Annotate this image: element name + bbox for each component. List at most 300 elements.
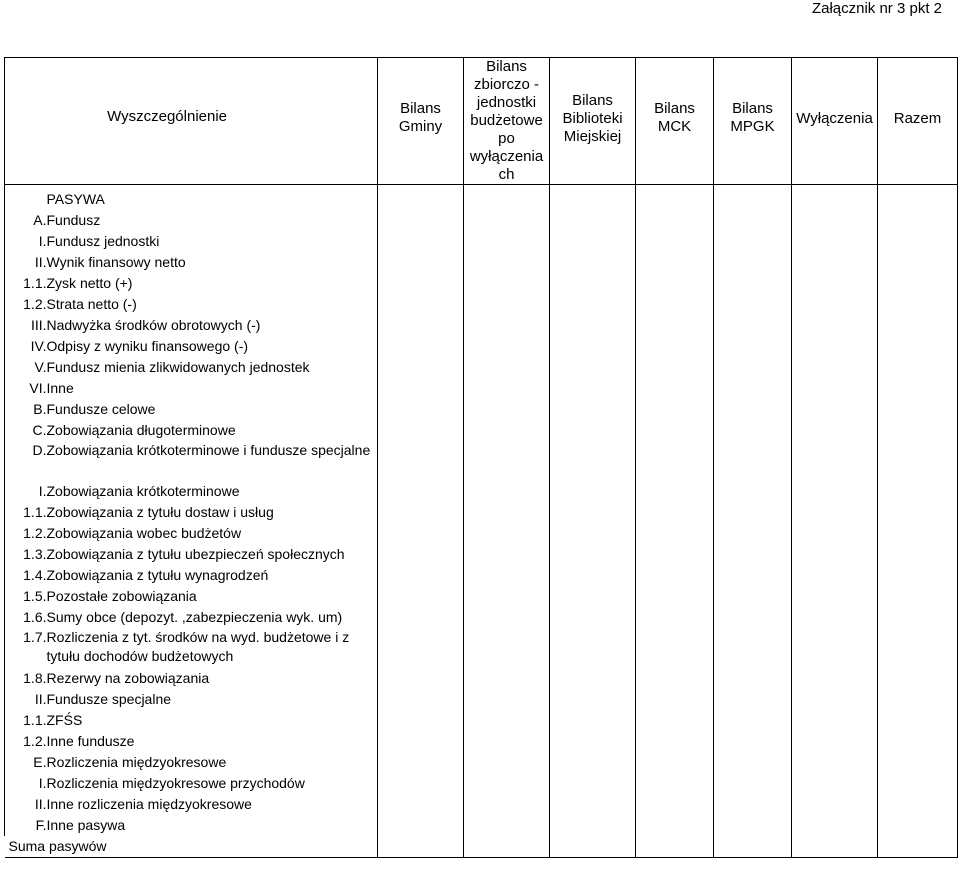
value-cell[interactable] (464, 710, 550, 731)
value-cell[interactable] (550, 523, 636, 544)
value-cell[interactable] (792, 773, 878, 794)
value-cell[interactable] (878, 441, 958, 481)
value-cell[interactable] (378, 815, 464, 836)
value-cell[interactable] (464, 294, 550, 315)
value-cell[interactable] (378, 773, 464, 794)
row-label: Fundusz (47, 210, 378, 231)
value-cell[interactable] (714, 210, 792, 231)
value-cell[interactable] (714, 420, 792, 441)
value-cell[interactable] (550, 502, 636, 523)
value-cell[interactable] (792, 710, 878, 731)
total-value-cell[interactable] (878, 836, 958, 858)
value-cell[interactable] (714, 731, 792, 752)
value-cell[interactable] (714, 231, 792, 252)
value-cell[interactable] (550, 315, 636, 336)
value-cell[interactable] (378, 523, 464, 544)
value-cell[interactable] (714, 481, 792, 502)
value-cell[interactable] (792, 689, 878, 710)
table-row (5, 628, 958, 668)
value-cell[interactable] (550, 357, 636, 378)
value-cell[interactable] (464, 357, 550, 378)
value-cell[interactable] (464, 628, 550, 668)
value-cell[interactable] (378, 399, 464, 420)
row-number: II. (5, 252, 47, 273)
table-row (5, 773, 958, 794)
value-cell[interactable] (550, 607, 636, 628)
value-cell[interactable] (878, 794, 958, 815)
value-cell[interactable] (714, 586, 792, 607)
row-number: VI. (5, 378, 47, 399)
value-cell[interactable] (464, 210, 550, 231)
value-cell[interactable] (636, 565, 714, 586)
value-cell[interactable] (878, 773, 958, 794)
value-cell[interactable] (636, 231, 714, 252)
row-number: 1.6. (5, 607, 47, 628)
value-cell[interactable] (550, 689, 636, 710)
row-number: 1.7. (5, 628, 47, 668)
value-cell[interactable] (714, 565, 792, 586)
value-cell[interactable] (378, 607, 464, 628)
table-body (5, 185, 958, 858)
row-number: 1.5. (5, 586, 47, 607)
value-cell[interactable] (792, 315, 878, 336)
value-cell[interactable] (792, 399, 878, 420)
value-cell[interactable] (878, 273, 958, 294)
table-row (5, 420, 958, 441)
value-cell[interactable] (378, 315, 464, 336)
value-cell[interactable] (636, 481, 714, 502)
value-cell[interactable] (714, 773, 792, 794)
row-number: I. (5, 481, 47, 502)
total-value-cell[interactable] (550, 836, 636, 858)
column-header-exclusions: Wyłączenia (792, 58, 878, 185)
table-row (5, 544, 958, 565)
column-header-gmina: Bilans Gminy (378, 58, 464, 185)
value-cell[interactable] (878, 668, 958, 689)
value-cell[interactable] (636, 628, 714, 668)
row-number: IV. (5, 336, 47, 357)
row-label: Inne (47, 378, 378, 399)
value-cell[interactable] (792, 294, 878, 315)
table-row (5, 710, 958, 731)
value-cell[interactable] (878, 399, 958, 420)
value-cell[interactable] (378, 565, 464, 586)
value-cell[interactable] (792, 231, 878, 252)
value-cell[interactable] (550, 336, 636, 357)
value-cell[interactable] (714, 710, 792, 731)
value-cell[interactable] (636, 357, 714, 378)
value-cell[interactable] (636, 544, 714, 565)
value-cell[interactable] (636, 378, 714, 399)
row-label: Zobowiązania z tytułu ubezpieczeń społecznych (47, 544, 378, 565)
row-label: Fundusz jednostki (47, 231, 378, 252)
value-cell[interactable] (636, 252, 714, 273)
row-number (5, 185, 47, 211)
value-cell[interactable] (464, 336, 550, 357)
table-row (5, 185, 958, 211)
value-cell[interactable] (792, 731, 878, 752)
value-cell[interactable] (792, 586, 878, 607)
value-cell[interactable] (878, 252, 958, 273)
value-cell[interactable] (714, 752, 792, 773)
value-cell[interactable] (714, 252, 792, 273)
value-cell[interactable] (636, 399, 714, 420)
value-cell[interactable] (550, 773, 636, 794)
value-cell[interactable] (792, 378, 878, 399)
value-cell[interactable] (464, 565, 550, 586)
value-cell[interactable] (464, 315, 550, 336)
value-cell[interactable] (714, 357, 792, 378)
value-cell[interactable] (792, 565, 878, 586)
row-label: Odpisy z wyniku finansowego (-) (47, 336, 378, 357)
value-cell[interactable] (464, 231, 550, 252)
row-label: Pozostałe zobowiązania (47, 586, 378, 607)
total-value-cell[interactable] (636, 836, 714, 858)
value-cell[interactable] (464, 752, 550, 773)
value-cell[interactable] (636, 294, 714, 315)
table-row (5, 315, 958, 336)
row-number: III. (5, 315, 47, 336)
value-cell[interactable] (714, 336, 792, 357)
row-label: Rozliczenia międzyokresowe (47, 752, 378, 773)
row-label: Inne fundusze (47, 731, 378, 752)
column-header-mpgk: Bilans MPGK (714, 58, 792, 185)
value-cell[interactable] (878, 565, 958, 586)
value-cell[interactable] (792, 523, 878, 544)
value-cell[interactable] (636, 607, 714, 628)
row-label: Zobowiązania krótkoterminowe i fundusze specjalne (47, 441, 378, 481)
row-label: Zysk netto (+) (47, 273, 378, 294)
table-row (5, 731, 958, 752)
row-label: Strata netto (-) (47, 294, 378, 315)
row-number: 1.1. (5, 273, 47, 294)
row-label: Zobowiązania długoterminowe (47, 420, 378, 441)
value-cell[interactable] (636, 773, 714, 794)
value-cell[interactable] (550, 586, 636, 607)
row-label: Sumy obce (depozyt. ,zabezpieczenia wyk. um) (47, 607, 378, 628)
value-cell[interactable] (464, 273, 550, 294)
table-row (5, 794, 958, 815)
value-cell[interactable] (714, 185, 792, 211)
value-cell[interactable] (464, 586, 550, 607)
value-cell[interactable] (378, 628, 464, 668)
value-cell[interactable] (714, 523, 792, 544)
value-cell[interactable] (714, 794, 792, 815)
total-row (5, 836, 958, 858)
value-cell[interactable] (792, 336, 878, 357)
value-cell[interactable] (714, 315, 792, 336)
value-cell[interactable] (878, 752, 958, 773)
value-cell[interactable] (714, 273, 792, 294)
value-cell[interactable] (714, 628, 792, 668)
value-cell[interactable] (464, 731, 550, 752)
value-cell[interactable] (636, 710, 714, 731)
column-header-consolidated-units: Bilans zbiorczo - jednostki budżetowe po wyłączenia ch (464, 58, 550, 185)
value-cell[interactable] (714, 668, 792, 689)
value-cell[interactable] (792, 607, 878, 628)
value-cell[interactable] (878, 210, 958, 231)
table-row (5, 336, 958, 357)
value-cell[interactable] (550, 710, 636, 731)
value-cell[interactable] (878, 586, 958, 607)
value-cell[interactable] (714, 544, 792, 565)
value-cell[interactable] (464, 378, 550, 399)
value-cell[interactable] (550, 752, 636, 773)
value-cell[interactable] (378, 357, 464, 378)
value-cell[interactable] (550, 294, 636, 315)
value-cell[interactable] (636, 336, 714, 357)
value-cell[interactable] (464, 523, 550, 544)
value-cell[interactable] (878, 357, 958, 378)
row-label: Rozliczenia międzyokresowe przychodów (47, 773, 378, 794)
value-cell[interactable] (792, 273, 878, 294)
table-row (5, 231, 958, 252)
row-label: Inne pasywa (47, 815, 378, 836)
value-cell[interactable] (878, 731, 958, 752)
value-cell[interactable] (550, 210, 636, 231)
value-cell[interactable] (378, 544, 464, 565)
value-cell[interactable] (878, 378, 958, 399)
row-number: F. (5, 815, 47, 836)
value-cell[interactable] (878, 315, 958, 336)
value-cell[interactable] (550, 481, 636, 502)
value-cell[interactable] (378, 185, 464, 211)
value-cell[interactable] (550, 668, 636, 689)
row-label: Rozliczenia z tyt. środków na wyd. budżetowe i z tytułu dochodów budżetowych (47, 628, 378, 668)
value-cell[interactable] (792, 185, 878, 211)
value-cell[interactable] (378, 481, 464, 502)
value-cell[interactable] (550, 441, 636, 481)
value-cell[interactable] (714, 689, 792, 710)
column-header-library: Bilans Biblioteki Miejskiej (550, 58, 636, 185)
row-label: Fundusze specjalne (47, 689, 378, 710)
value-cell[interactable] (464, 252, 550, 273)
value-cell[interactable] (464, 185, 550, 211)
value-cell[interactable] (636, 441, 714, 481)
row-label: Fundusz mienia zlikwidowanych jednostek (47, 357, 378, 378)
value-cell[interactable] (636, 420, 714, 441)
value-cell[interactable] (550, 185, 636, 211)
value-cell[interactable] (636, 502, 714, 523)
value-cell[interactable] (378, 586, 464, 607)
column-header-description: Wyszczególnienie (5, 58, 378, 185)
value-cell[interactable] (792, 668, 878, 689)
row-number: E. (5, 752, 47, 773)
value-cell[interactable] (636, 185, 714, 211)
value-cell[interactable] (464, 794, 550, 815)
value-cell[interactable] (378, 231, 464, 252)
value-cell[interactable] (636, 752, 714, 773)
value-cell[interactable] (878, 544, 958, 565)
value-cell[interactable] (636, 273, 714, 294)
row-label: Zobowiązania wobec budżetów (47, 523, 378, 544)
value-cell[interactable] (792, 628, 878, 668)
value-cell[interactable] (878, 420, 958, 441)
value-cell[interactable] (878, 628, 958, 668)
value-cell[interactable] (378, 210, 464, 231)
value-cell[interactable] (878, 710, 958, 731)
value-cell[interactable] (636, 586, 714, 607)
value-cell[interactable] (636, 668, 714, 689)
value-cell[interactable] (878, 231, 958, 252)
row-number: A. (5, 210, 47, 231)
value-cell[interactable] (550, 420, 636, 441)
value-cell[interactable] (792, 752, 878, 773)
table-row (5, 378, 958, 399)
value-cell[interactable] (464, 773, 550, 794)
value-cell[interactable] (464, 668, 550, 689)
table-row (5, 523, 958, 544)
value-cell[interactable] (378, 731, 464, 752)
table-row (5, 273, 958, 294)
total-value-cell[interactable] (792, 836, 878, 858)
value-cell[interactable] (878, 689, 958, 710)
value-cell[interactable] (378, 273, 464, 294)
value-cell[interactable] (464, 544, 550, 565)
value-cell[interactable] (792, 420, 878, 441)
value-cell[interactable] (464, 481, 550, 502)
value-cell[interactable] (792, 794, 878, 815)
row-label: Fundusze celowe (47, 399, 378, 420)
value-cell[interactable] (464, 502, 550, 523)
value-cell[interactable] (550, 731, 636, 752)
value-cell[interactable] (550, 628, 636, 668)
row-number: C. (5, 420, 47, 441)
value-cell[interactable] (714, 399, 792, 420)
row-label: Zobowiązania krótkoterminowe (47, 481, 378, 502)
row-label: Zobowiązania z tytułu dostaw i usług (47, 502, 378, 523)
row-label: Nadwyżka środków obrotowych (-) (47, 315, 378, 336)
table-row (5, 294, 958, 315)
value-cell[interactable] (378, 336, 464, 357)
value-cell[interactable] (378, 441, 464, 481)
row-number: 1.1. (5, 710, 47, 731)
value-cell[interactable] (464, 441, 550, 481)
value-cell[interactable] (714, 502, 792, 523)
value-cell[interactable] (636, 210, 714, 231)
value-cell[interactable] (878, 523, 958, 544)
value-cell[interactable] (714, 294, 792, 315)
table-row (5, 565, 958, 586)
value-cell[interactable] (636, 815, 714, 836)
value-cell[interactable] (378, 668, 464, 689)
value-cell[interactable] (550, 378, 636, 399)
value-cell[interactable] (378, 752, 464, 773)
value-cell[interactable] (378, 689, 464, 710)
value-cell[interactable] (378, 294, 464, 315)
value-cell[interactable] (878, 336, 958, 357)
row-label: ZFŚS (47, 710, 378, 731)
row-number: 1.2. (5, 294, 47, 315)
table-row (5, 441, 958, 481)
value-cell[interactable] (464, 815, 550, 836)
value-cell[interactable] (636, 731, 714, 752)
value-cell[interactable] (464, 420, 550, 441)
value-cell[interactable] (464, 607, 550, 628)
value-cell[interactable] (550, 794, 636, 815)
value-cell[interactable] (878, 815, 958, 836)
row-number: I. (5, 231, 47, 252)
value-cell[interactable] (550, 544, 636, 565)
value-cell[interactable] (378, 378, 464, 399)
value-cell[interactable] (550, 273, 636, 294)
total-value-cell[interactable] (464, 836, 550, 858)
value-cell[interactable] (792, 815, 878, 836)
value-cell[interactable] (792, 252, 878, 273)
value-cell[interactable] (792, 210, 878, 231)
value-cell[interactable] (378, 420, 464, 441)
row-number: II. (5, 794, 47, 815)
row-number: B. (5, 399, 47, 420)
balance-table (4, 57, 958, 858)
attachment-note: Załącznik nr 3 pkt 2 (811, 0, 942, 17)
row-number: 1.3. (5, 544, 47, 565)
value-cell[interactable] (636, 794, 714, 815)
column-header-mck: Bilans MCK (636, 58, 714, 185)
total-value-cell[interactable] (378, 836, 464, 858)
table-header-row (5, 58, 958, 185)
value-cell[interactable] (792, 481, 878, 502)
row-number: 1.2. (5, 731, 47, 752)
value-cell[interactable] (378, 710, 464, 731)
row-label: Rezerwy na zobowiązania (47, 668, 378, 689)
table-row (5, 399, 958, 420)
table-row (5, 357, 958, 378)
row-number: I. (5, 773, 47, 794)
table-row (5, 210, 958, 231)
table-row (5, 481, 958, 502)
value-cell[interactable] (378, 252, 464, 273)
row-number: 1.8. (5, 668, 47, 689)
row-label: Zobowiązania z tytułu wynagrodzeń (47, 565, 378, 586)
value-cell[interactable] (464, 689, 550, 710)
value-cell[interactable] (550, 231, 636, 252)
table-row (5, 815, 958, 836)
row-number: 1.4. (5, 565, 47, 586)
value-cell[interactable] (550, 815, 636, 836)
value-cell[interactable] (550, 252, 636, 273)
value-cell[interactable] (714, 815, 792, 836)
value-cell[interactable] (464, 399, 550, 420)
value-cell[interactable] (878, 502, 958, 523)
value-cell[interactable] (714, 607, 792, 628)
value-cell[interactable] (378, 502, 464, 523)
row-label: PASYWA (47, 185, 378, 211)
value-cell[interactable] (636, 315, 714, 336)
table-row (5, 502, 958, 523)
value-cell[interactable] (792, 357, 878, 378)
row-label: Inne rozliczenia międzyokresowe (47, 794, 378, 815)
table-row (5, 668, 958, 689)
value-cell[interactable] (792, 502, 878, 523)
value-cell[interactable] (792, 544, 878, 565)
column-header-total: Razem (878, 58, 958, 185)
value-cell[interactable] (550, 565, 636, 586)
value-cell[interactable] (792, 441, 878, 481)
value-cell[interactable] (714, 441, 792, 481)
value-cell[interactable] (636, 689, 714, 710)
total-value-cell[interactable] (714, 836, 792, 858)
value-cell[interactable] (636, 523, 714, 544)
value-cell[interactable] (878, 185, 958, 211)
value-cell[interactable] (878, 294, 958, 315)
value-cell[interactable] (714, 378, 792, 399)
value-cell[interactable] (878, 481, 958, 502)
value-cell[interactable] (550, 399, 636, 420)
value-cell[interactable] (378, 794, 464, 815)
row-number: II. (5, 689, 47, 710)
value-cell[interactable] (878, 607, 958, 628)
